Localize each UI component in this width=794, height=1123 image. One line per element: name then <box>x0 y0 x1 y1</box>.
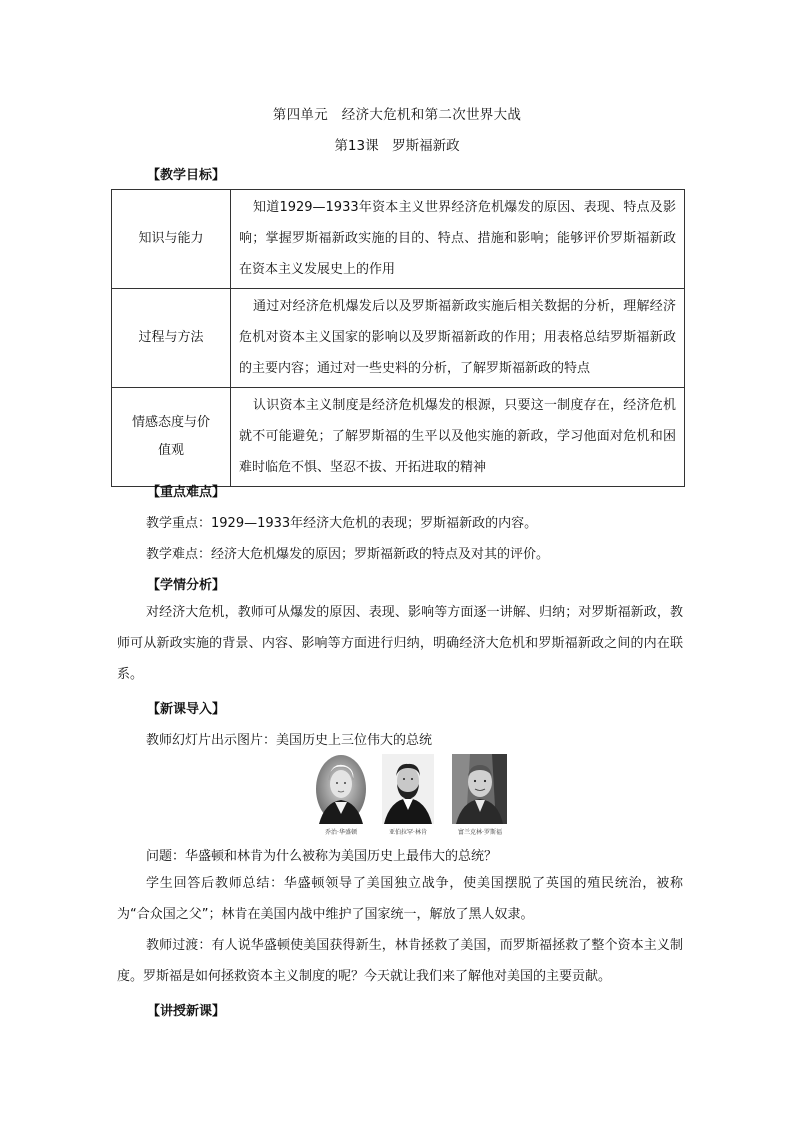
analysis-paragraph: 对经济大危机，教师可从爆发的原因、表现、影响等方面逐一讲解、归纳；对罗斯福新政，教师可从新政实施的背景、内容、影响等方面进行归纳，明确经济大危机和罗斯福新政之间的内在联系。 <box>117 605 683 682</box>
goal-label: 情感态度与价值观 <box>112 388 231 487</box>
portrait-caption: 乔治·华盛顿 <box>325 829 357 836</box>
slide-intro-line: 教师幻灯片出示图片：美国历史上三位伟大的总统 <box>146 733 433 748</box>
section-heading-analysis: 【学情分析】 <box>147 578 226 593</box>
goal-text: 认识资本主义制度是经济危机爆发的根源，只要这一制度存在，经济危机就不可能避免；了解罗斯福的生平以及他实施的新政，学习他面对危机和困难时临危不惧、坚忍不拔、开拓进取的精神 <box>231 388 685 487</box>
teaching-focus: 教学重点：1929—1933年经济大危机的表现；罗斯福新政的内容。 <box>146 516 538 531</box>
portrait-roosevelt-icon <box>452 754 507 828</box>
section-heading-objectives: 【教学目标】 <box>147 168 226 183</box>
unit-title: 第四单元 经济大危机和第二次世界大战 <box>272 107 522 123</box>
section-heading-new-lesson: 【讲授新课】 <box>147 1004 226 1019</box>
goals-table <box>111 189 685 487</box>
goal-label: 知识与能力 <box>112 190 231 289</box>
teacher-summary: 学生回答后教师总结：华盛顿领导了美国独立战争，使美国摆脱了英国的殖民统治，被称为“合众国之父”；林肯在美国内战中维护了国家统一，解放了黑人奴隶。 <box>117 876 683 922</box>
teaching-difficulty: 教学难点：经济大危机爆发的原因；罗斯福新政的特点及对其的评价。 <box>146 547 550 562</box>
table-row <box>112 289 685 388</box>
portrait-washington-icon <box>315 754 367 828</box>
goal-text: 通过对经济危机爆发后以及罗斯福新政实施后相关数据的分析，理解经济危机对资本主义国家的影响以及罗斯福新政的作用；用表格总结罗斯福新政的主要内容；通过对一些史料的分析，了解罗斯福新政的特点 <box>231 289 685 388</box>
section-heading-intro: 【新课导入】 <box>147 702 226 717</box>
portrait-caption: 富兰克林·罗斯福 <box>458 829 502 836</box>
goal-text: 知道1929—1933年资本主义世界经济危机爆发的原因、表现、特点及影响；掌握罗斯福新政实施的目的、特点、措施和影响；能够评价罗斯福新政在资本主义发展史上的作用 <box>231 190 685 289</box>
section-heading-key-points: 【重点难点】 <box>147 485 226 500</box>
table-row <box>112 388 685 487</box>
table-row <box>112 190 685 289</box>
goal-label: 过程与方法 <box>112 289 231 388</box>
portrait-lincoln-icon <box>382 754 434 828</box>
lesson-title: 第13课 罗斯福新政 <box>334 138 460 154</box>
teacher-transition: 教师过渡：有人说华盛顿使美国获得新生，林肯拯救了美国，而罗斯福拯救了整个资本主义制度。罗斯福是如何拯救资本主义制度的呢？今天就让我们来了解他对美国的主要贡献。 <box>117 938 683 984</box>
question-line: 问题：华盛顿和林肯为什么被称为美国历史上最伟大的总统？ <box>146 849 498 864</box>
portrait-caption: 亚伯拉罕·林肯 <box>389 829 427 836</box>
presidents-portraits <box>311 754 507 840</box>
